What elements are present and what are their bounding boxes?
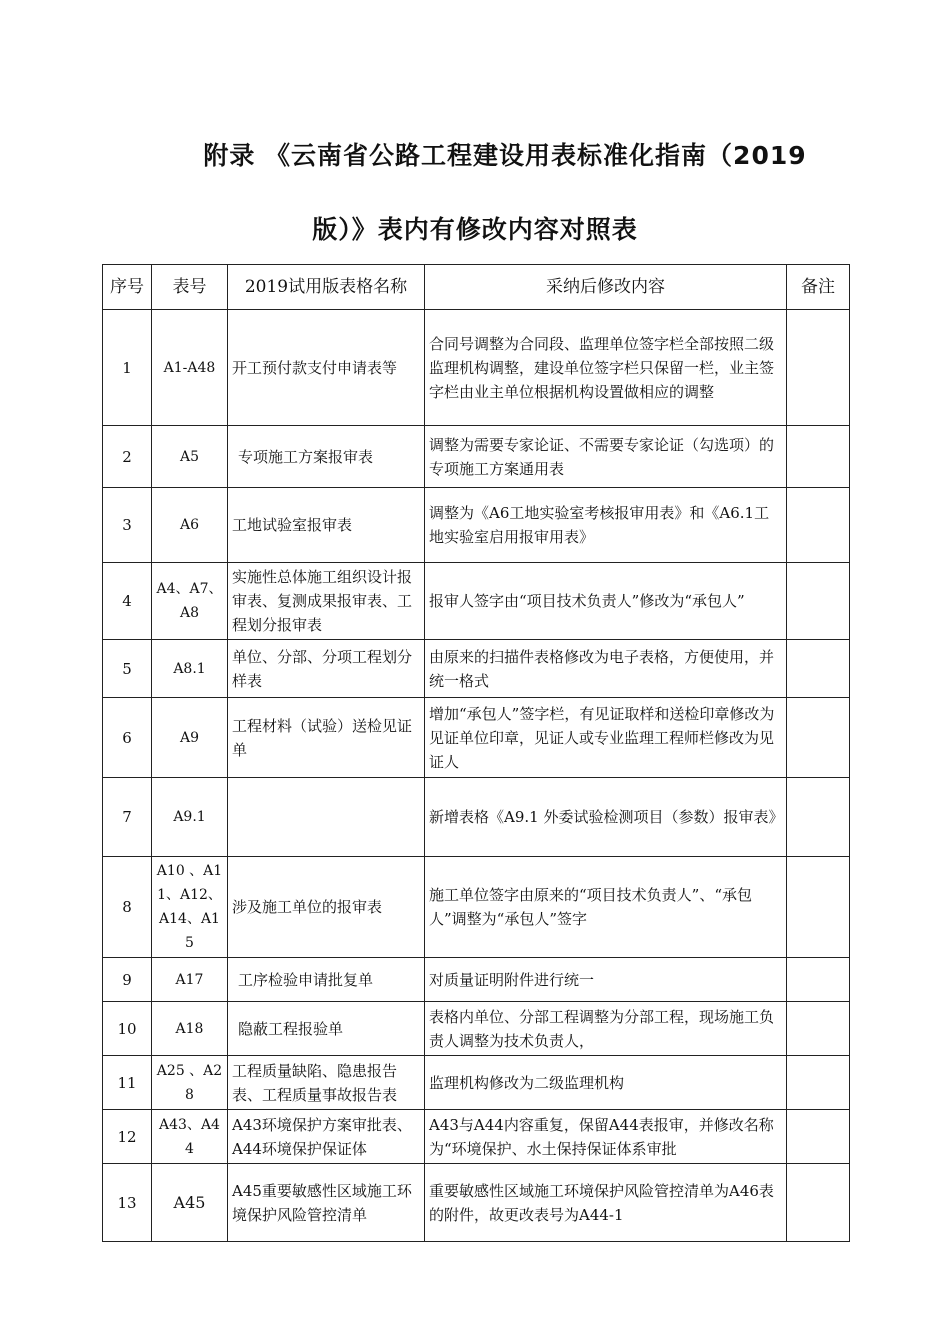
- row-no: 6: [103, 698, 152, 778]
- table-row: [103, 310, 850, 426]
- table-row: [103, 1110, 850, 1164]
- header-no: 序号: [103, 265, 152, 310]
- row-no: 7: [103, 778, 152, 857]
- row-note: [787, 1002, 850, 1056]
- row-code: A8.1: [152, 640, 228, 698]
- row-note: [787, 640, 850, 698]
- row-no: 1: [103, 310, 152, 426]
- row-name: 实施性总体施工组织设计报审表、复测成果报审表、工程划分报审表: [228, 563, 425, 640]
- header-note: 备注: [787, 265, 850, 310]
- table-row: [103, 563, 850, 640]
- row-content: 报审人签字由“项目技术负责人”修改为“承包人”: [425, 563, 787, 640]
- row-code: A4、A7、A8: [152, 563, 228, 640]
- row-content: 施工单位签字由原来的“项目技术负责人”、“承包人”调整为“承包人”签字: [425, 857, 787, 958]
- row-code: A10 、A11、A12、A14、A15: [152, 857, 228, 958]
- header-code: 表号: [152, 265, 228, 310]
- table-row: [103, 778, 850, 857]
- row-no: 5: [103, 640, 152, 698]
- row-no: 4: [103, 563, 152, 640]
- row-name: 开工预付款支付申请表等: [228, 310, 425, 426]
- row-note: [787, 958, 850, 1002]
- row-name: 单位、分部、分项工程划分样表: [228, 640, 425, 698]
- row-name: 工程质量缺陷、隐患报告表、工程质量事故报告表: [228, 1056, 425, 1110]
- row-name: 工序检验申请批复单: [228, 958, 425, 1002]
- row-note: [787, 1164, 850, 1242]
- table-header-row: [103, 265, 850, 310]
- row-content: 监理机构修改为二级监理机构: [425, 1056, 787, 1110]
- header-content: 采纳后修改内容: [425, 265, 787, 310]
- row-code: A6: [152, 488, 228, 563]
- revision-table: [102, 264, 850, 1242]
- row-content: 调整为《A6工地实验室考核报审用表》和《A6.1工地实验室启用报审用表》: [425, 488, 787, 563]
- row-code: A9: [152, 698, 228, 778]
- table-row: [103, 1164, 850, 1242]
- table-row: [103, 1002, 850, 1056]
- row-content: 增加“承包人”签字栏，有见证取样和送检印章修改为见证单位印章，见证人或专业监理工程师栏修改为见证人: [425, 698, 787, 778]
- row-content: 表格内单位、分部工程调整为分部工程，现场施工负责人调整为技术负责人，: [425, 1002, 787, 1056]
- row-no: 12: [103, 1110, 152, 1164]
- table-row: [103, 488, 850, 563]
- row-code: A25 、A28: [152, 1056, 228, 1110]
- row-code: A9.1: [152, 778, 228, 857]
- row-note: [787, 857, 850, 958]
- row-name: 专项施工方案报审表: [228, 426, 425, 488]
- row-name: 隐蔽工程报验单: [228, 1002, 425, 1056]
- row-code: A45: [152, 1164, 228, 1242]
- table-row: [103, 640, 850, 698]
- row-note: [787, 563, 850, 640]
- row-code: A43、A44: [152, 1110, 228, 1164]
- row-note: [787, 310, 850, 426]
- table-row: [103, 426, 850, 488]
- row-name: 工地试验室报审表: [228, 488, 425, 563]
- row-note: [787, 488, 850, 563]
- row-name: [228, 778, 425, 857]
- row-no: 10: [103, 1002, 152, 1056]
- row-code: A5: [152, 426, 228, 488]
- row-note: [787, 778, 850, 857]
- table-row: [103, 857, 850, 958]
- row-no: 13: [103, 1164, 152, 1242]
- row-name: 涉及施工单位的报审表: [228, 857, 425, 958]
- row-content: 合同号调整为合同段、监理单位签字栏全部按照二级监理机构调整，建设单位签字栏只保留一栏，业主签字栏由业主单位根据机构设置做相应的调整: [425, 310, 787, 426]
- row-note: [787, 426, 850, 488]
- header-name: 2019试用版表格名称: [228, 265, 425, 310]
- document-title-line-2: 版）》表内有修改内容对照表: [312, 215, 638, 244]
- row-no: 8: [103, 857, 152, 958]
- row-content: 重要敏感性区域施工环境保护风险管控清单为A46表的附件，故更改表号为A44-1: [425, 1164, 787, 1242]
- row-name: A45重要敏感性区域施工环境保护风险管控清单: [228, 1164, 425, 1242]
- row-code: A1-A48: [152, 310, 228, 426]
- row-content: 新增表格《A9.1 外委试验检测项目（参数）报审表》: [425, 778, 787, 857]
- row-content: 对质量证明附件进行统一: [425, 958, 787, 1002]
- table-row: [103, 958, 850, 1002]
- row-no: 11: [103, 1056, 152, 1110]
- row-name: A43环境保护方案审批表、A44环境保护保证体: [228, 1110, 425, 1164]
- row-note: [787, 1110, 850, 1164]
- row-no: 3: [103, 488, 152, 563]
- row-note: [787, 698, 850, 778]
- row-code: A18: [152, 1002, 228, 1056]
- table-row: [103, 1056, 850, 1110]
- row-content: 由原来的扫描件表格修改为电子表格，方便使用，并统一格式: [425, 640, 787, 698]
- table-row: [103, 698, 850, 778]
- row-note: [787, 1056, 850, 1110]
- row-content: 调整为需要专家论证、不需要专家论证（勾选项）的专项施工方案通用表: [425, 426, 787, 488]
- row-content: A43与A44内容重复，保留A44表报审，并修改名称为“环境保护、水土保持保证体系审批: [425, 1110, 787, 1164]
- row-name: 工程材料（试验）送检见证单: [228, 698, 425, 778]
- row-no: 2: [103, 426, 152, 488]
- row-code: A17: [152, 958, 228, 1002]
- document-title-line-1: 附录 《云南省公路工程建设用表标准化指南（2019: [203, 141, 807, 170]
- row-no: 9: [103, 958, 152, 1002]
